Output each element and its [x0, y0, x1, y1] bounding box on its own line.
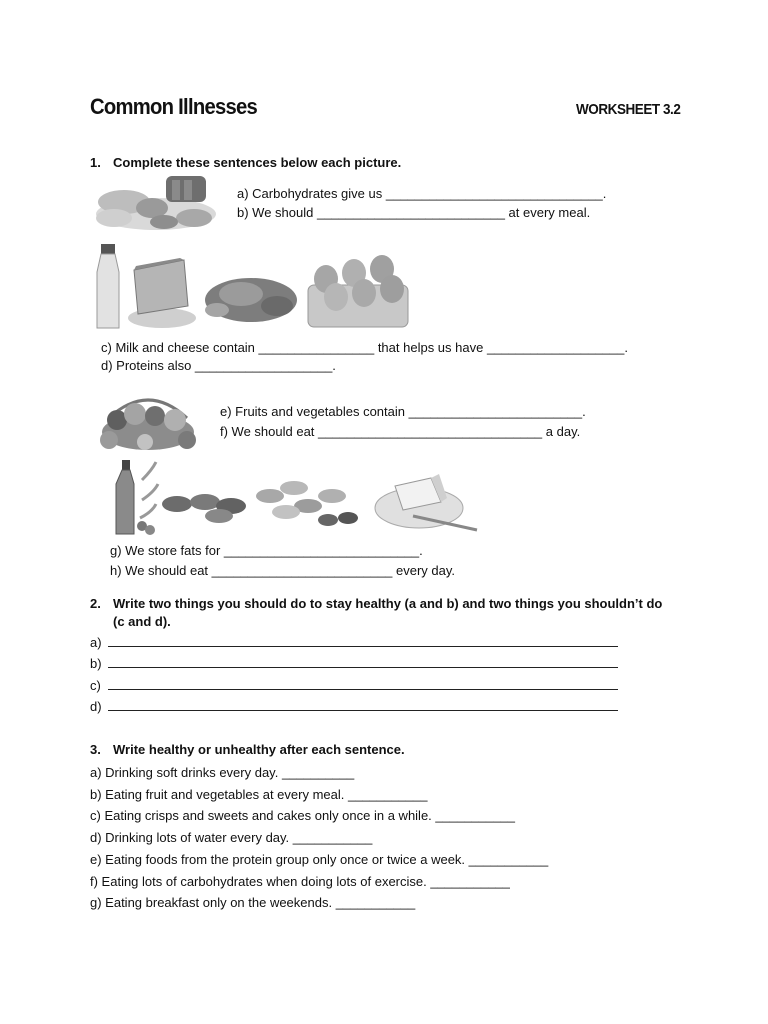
butter-picture: [373, 464, 479, 536]
q2-answer-label: d): [90, 699, 102, 714]
cheese-picture: [124, 256, 196, 330]
answer-rule: [108, 656, 618, 668]
roast-chicken-picture: [199, 266, 303, 328]
fruit-basket-picture: [95, 388, 201, 454]
q3-heading-text: Write healthy or unhealthy after each sentence.: [113, 742, 405, 757]
answer-rule: [108, 635, 618, 647]
q3-item-f: f) Eating lots of carbohydrates when doing lots of exercise. ___________: [90, 874, 510, 889]
q1-sentence-c: c) Milk and cheese contain ________________ that helps us have ___________________.: [101, 340, 628, 355]
q1-number: 1.: [90, 155, 101, 170]
q1-sentence-g: g) We store fats for ___________________________.: [110, 543, 423, 558]
q1-sentence-a: a) Carbohydrates give us ______________________________.: [237, 186, 607, 201]
q3-item-g: g) Eating breakfast only on the weekends. ___________: [90, 895, 416, 910]
q2-answer-line-b[interactable]: [90, 656, 618, 671]
q1-heading-text: Complete these sentences below each picture.: [113, 155, 402, 170]
q1-sentence-h: h) We should eat _________________________ every day.: [110, 563, 456, 578]
milk-bottle-picture: [92, 244, 124, 330]
oil-bottle-picture: [112, 460, 160, 538]
q3-item-b: b) Eating fruit and vegetables at every meal. ___________: [90, 787, 428, 802]
q2-number: 2.: [90, 596, 101, 611]
q1-sentence-f: f) We should eat _______________________________ a day.: [220, 424, 581, 439]
q2-heading-text: Write two things you should do to stay healthy (a and b) and two things you shouldn’t do: [113, 596, 663, 611]
carbohydrates-picture: [94, 172, 218, 232]
q2-answer-label: c): [90, 678, 101, 693]
sausages-picture: [161, 488, 247, 524]
q2-answer-line-a[interactable]: [90, 635, 618, 650]
q3-item-c: c) Eating crisps and sweets and cakes only once in a while. ___________: [90, 808, 515, 823]
peanuts-picture: [250, 474, 368, 530]
q3-item-a: a) Drinking soft drinks every day. __________: [90, 765, 355, 780]
q2-answer-label: a): [90, 635, 102, 650]
q3-item-e: e) Eating foods from the protein group only once or twice a week. ___________: [90, 852, 549, 867]
q3-heading: [90, 742, 405, 757]
q2-answer-line-c[interactable]: [90, 678, 618, 693]
answer-rule: [108, 699, 618, 711]
q3-number: 3.: [90, 742, 101, 757]
q2-heading: [90, 596, 662, 611]
q3-item-d: d) Drinking lots of water every day. ___________: [90, 830, 373, 845]
q1-heading: [90, 155, 401, 170]
answer-rule: [108, 678, 618, 690]
q1-sentence-e: e) Fruits and vegetables contain ________________________.: [220, 404, 586, 419]
page-title: Common Illnesses: [90, 94, 258, 119]
q1-sentence-b: b) We should __________________________ at every meal.: [237, 205, 591, 220]
eggs-picture: [306, 255, 410, 329]
worksheet-number: WORKSHEET 3.2: [576, 101, 681, 118]
q2-answer-label: b): [90, 656, 102, 671]
q2-answer-line-d[interactable]: [90, 699, 618, 714]
q2-heading-line2: (c and d).: [113, 614, 171, 629]
q1-sentence-d: d) Proteins also ___________________.: [101, 358, 336, 373]
